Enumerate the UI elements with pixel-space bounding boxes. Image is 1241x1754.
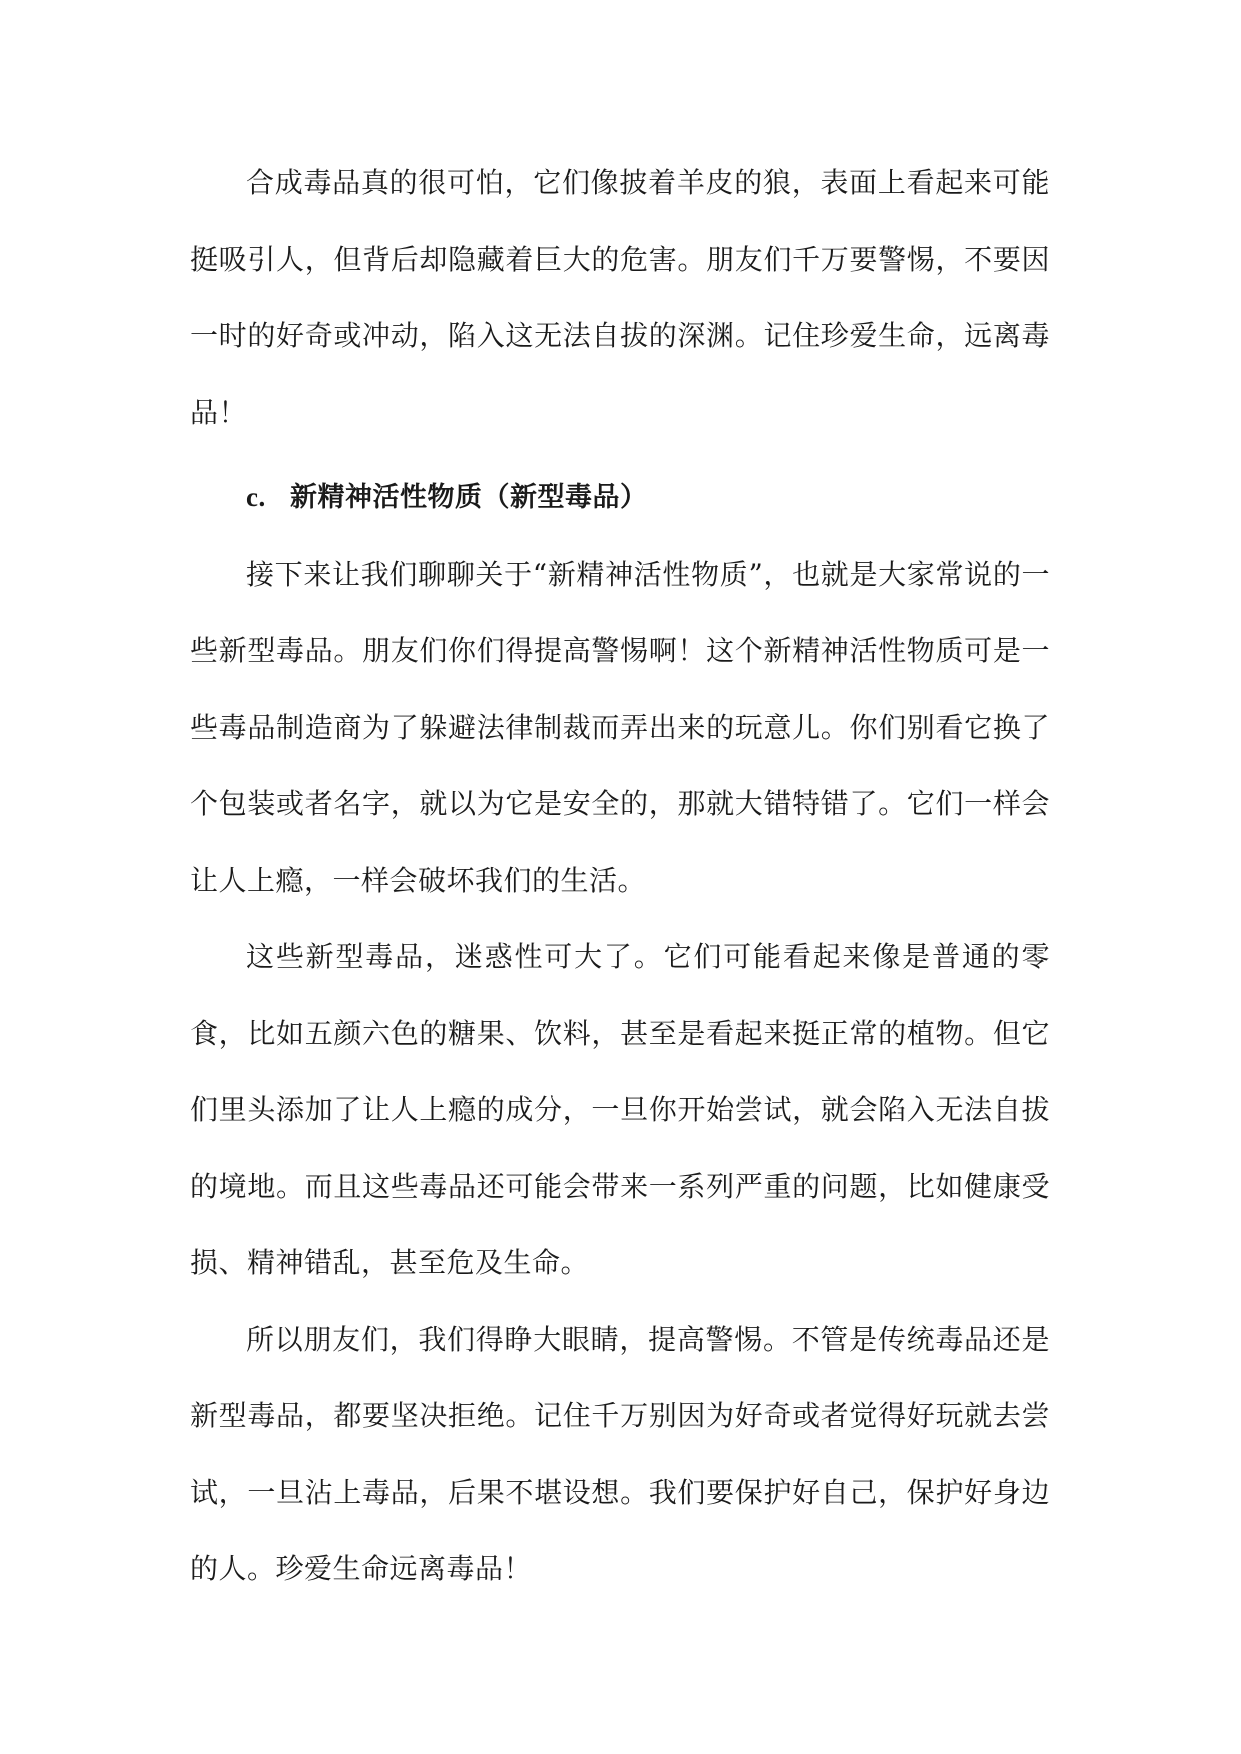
- section-heading: [190, 459, 1050, 537]
- paragraph-synthetic-drugs-warning: 合成毒品真的很可怕，它们像披着羊皮的狼，表面上看起来可能挺吸引人，但背后却隐藏着巨大的危害。朋友们千万要警惕，不要因一时的好奇或冲动，陷入这无法自拔的深渊。记住珍爱生命，远离毒品！: [190, 166, 1050, 429]
- paragraph-conclusion: 所以朋友们，我们得睁大眼睛，提高警惕。不管是传统毒品还是新型毒品，都要坚决拒绝。记住千万别因为好奇或者觉得好玩就去尝试，一旦沾上毒品，后果不堪设想。我们要保护好自己，保护好身边的人。珍爱生命远离毒品！: [190, 1322, 1050, 1585]
- document-body: [190, 145, 1050, 1608]
- section-heading-title: 新精神活性物质（新型毒品）: [290, 482, 648, 513]
- section-heading-marker: c.: [246, 482, 266, 512]
- paragraph-nps-intro: 接下来让我们聊聊关于“新精神活性物质”，也就是大家常说的一些新型毒品。朋友们你们得提高警惕啊！这个新精神活性物质可是一些毒品制造商为了躲避法律制裁而弄出来的玩意儿。你们别看它换了个包装或者名字，就以为它是安全的，那就大错特错了。它们一样会让人上瘾，一样会破坏我们的生活。: [190, 557, 1050, 897]
- paragraph-nps-deception: 这些新型毒品，迷惑性可大了。它们可能看起来像是普通的零食，比如五颜六色的糖果、饮料，甚至是看起来挺正常的植物。但它们里头添加了让人上瘾的成分，一旦你开始尝试，就会陷入无法自拔的境地。而且这些毒品还可能会带来一系列严重的问题，比如健康受损、精神错乱，甚至危及生命。: [190, 940, 1050, 1279]
